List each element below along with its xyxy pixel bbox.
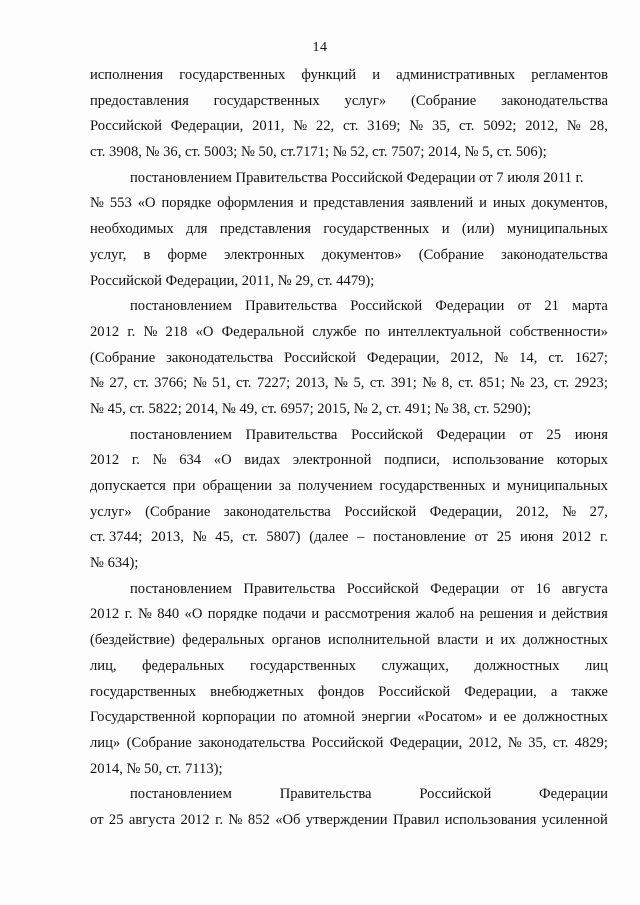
text-word: 23,: [529, 375, 549, 392]
page-number: 14: [312, 40, 328, 55]
text-word: ст.: [342, 118, 359, 135]
text-word: 4829;: [574, 734, 608, 751]
text-word: видах: [244, 452, 281, 469]
text-word: Федерации,: [429, 503, 503, 520]
text-word: предоставления: [90, 92, 189, 109]
text-word: №: [494, 349, 509, 366]
text-word: 634: [179, 452, 202, 469]
text-word: подачи: [262, 606, 307, 623]
text-word: Российской: [284, 349, 356, 366]
text-word: использования: [444, 811, 537, 828]
text-line: [90, 731, 608, 757]
text-line: [90, 654, 608, 680]
text-line: [90, 269, 608, 295]
text-word: жалоб: [415, 606, 455, 623]
text-word: (Собрание: [145, 503, 211, 520]
text-word: от: [510, 580, 525, 597]
text-word: 852: [247, 811, 270, 828]
text-word: 2012: [90, 452, 120, 469]
text-word: для: [186, 221, 208, 238]
text-word: №: [137, 606, 152, 623]
text-word: действия: [551, 606, 608, 623]
text-word: Российской Федерации, 2011, № 29, ст. 4479);: [90, 272, 375, 289]
text-word: порядке: [161, 195, 212, 212]
text-word: и: [311, 606, 320, 623]
text-word: «Об: [275, 811, 301, 828]
text-line: [90, 217, 608, 243]
text-word: и: [538, 606, 547, 623]
text-word: за: [278, 478, 292, 494]
text-word: Российской: [378, 683, 451, 700]
text-word: и: [479, 195, 487, 212]
text-word: интеллектуальной: [388, 323, 502, 340]
text-word: 2013,: [295, 375, 329, 392]
text-word: Государственной: [90, 709, 196, 726]
text-word: постановлением: [130, 580, 232, 597]
text-word: Российской: [346, 580, 419, 597]
text-word: обращении: [202, 478, 273, 494]
text-word: и: [485, 632, 494, 649]
text-word: 21: [544, 298, 559, 315]
text-word: Правил: [393, 811, 440, 828]
text-word: федеральных: [182, 632, 265, 649]
text-word: №: [562, 503, 577, 520]
text-word: №: [566, 118, 581, 135]
text-word: услуг»: [344, 92, 387, 109]
text-line: [90, 680, 608, 706]
text-word: подписи,: [384, 452, 440, 469]
text-word: по: [281, 709, 297, 726]
text-word: г.: [127, 323, 136, 340]
text-word: № 45, ст. 5822; 2014, № 49, ст. 6957; 2015, № 2, ст. 491; № 38, ст. 5290);: [90, 400, 532, 417]
text-word: г.: [124, 606, 133, 623]
text-word: 391;: [390, 375, 417, 392]
text-word: лиц,: [90, 657, 117, 674]
text-line: [90, 140, 608, 166]
text-word: должностных: [474, 657, 560, 674]
text-word: ст.: [459, 118, 475, 135]
text-word: документов»: [321, 246, 402, 263]
text-word: марта: [572, 298, 608, 315]
text-word: ст.: [458, 375, 474, 392]
text-line: [90, 397, 608, 423]
text-word: (Собрание: [411, 92, 477, 109]
text-word: 2012,: [468, 734, 502, 751]
text-word: ст.: [552, 734, 569, 751]
text-word: 2012: [90, 606, 120, 623]
text-word: 5,: [353, 375, 365, 392]
text-word: от: [474, 529, 488, 546]
text-word: Федерации,: [170, 118, 244, 135]
text-word: 51,: [212, 375, 231, 392]
text-word: усиленной: [541, 811, 608, 828]
text-word: (бездействие): [90, 632, 175, 649]
text-word: июня: [520, 529, 554, 546]
text-word: №: [192, 529, 207, 546]
document-body: [90, 63, 608, 834]
text-word: внебюджетных: [210, 683, 304, 700]
text-word: 2012: [562, 529, 592, 546]
text-word: «О: [137, 195, 156, 212]
text-word: №: [143, 323, 158, 340]
text-word: услуг»: [90, 503, 132, 520]
text-word: №: [409, 118, 424, 135]
text-word: Российской: [350, 298, 423, 315]
text-line: [90, 371, 608, 397]
text-word: №: [422, 375, 437, 392]
text-word: (Собрание: [418, 246, 484, 263]
text-word: ст.: [242, 529, 258, 546]
text-word: 22,: [315, 118, 335, 135]
text-word: исполнения: [90, 67, 164, 83]
text-word: и: [441, 221, 450, 238]
text-word: должностных: [522, 632, 608, 649]
text-word: 27,: [109, 375, 128, 392]
text-word: государственных: [179, 67, 286, 83]
text-word: государственных: [379, 478, 486, 494]
text-word: 2012: [180, 811, 210, 828]
text-line: [90, 448, 608, 474]
text-word: ст.: [133, 375, 149, 392]
text-word: заявлений: [410, 195, 474, 212]
text-word: в: [143, 246, 151, 263]
text-line: [90, 89, 608, 115]
text-word: Российской: [344, 503, 417, 520]
text-word: 16: [535, 580, 551, 597]
text-word: постановлением: [130, 786, 232, 803]
text-word: а: [550, 683, 558, 700]
text-word: использование: [452, 452, 544, 469]
text-word: государственных: [90, 683, 197, 700]
text-word: и: [489, 709, 497, 726]
text-line: [90, 63, 608, 89]
text-word: Федеральной: [221, 323, 305, 340]
text-word: законодательства: [501, 92, 608, 109]
text-word: от: [90, 811, 104, 828]
text-word: (Собрание: [90, 349, 156, 366]
text-word: получением: [297, 478, 373, 494]
text-line: [90, 757, 608, 783]
text-word: утверждении: [305, 811, 388, 828]
text-word: документов,: [531, 195, 608, 212]
text-word: и: [299, 195, 308, 212]
text-word: ее: [503, 709, 517, 726]
text-word: 45,: [215, 529, 234, 546]
text-word: регламентов: [531, 67, 608, 83]
text-word: ст.: [369, 375, 386, 392]
text-word: постановление: [373, 529, 466, 546]
text-word: №: [228, 811, 243, 828]
text-word: 840: [157, 606, 180, 623]
text-word: Федерации,: [366, 349, 440, 366]
text-line: [90, 705, 608, 731]
text-word: административных: [396, 67, 516, 83]
text-word: ст.: [548, 349, 564, 366]
text-word: Федерации: [436, 426, 506, 443]
text-word: Российской: [351, 426, 423, 443]
text-word: на: [459, 606, 475, 623]
text-word: Российской: [419, 786, 492, 803]
text-word: необходимых: [90, 221, 174, 238]
text-word: исполнительной: [328, 632, 430, 649]
text-word: федеральных: [142, 657, 225, 674]
text-word: государственных: [213, 92, 320, 109]
text-word: от: [517, 298, 532, 315]
text-word: по: [364, 323, 380, 340]
text-word: Российской: [90, 118, 162, 135]
text-word: атомной: [303, 709, 355, 726]
text-word: 3766;: [154, 375, 188, 392]
text-word: Правительства: [279, 786, 372, 803]
text-word: муниципальных: [506, 221, 608, 238]
text-word: Федерации,: [464, 683, 537, 700]
text-word: электронной: [292, 452, 372, 469]
text-word: №: [507, 734, 522, 751]
text-line: [90, 474, 608, 500]
text-word: 3169;: [367, 118, 401, 135]
text-line: [90, 346, 608, 372]
text-word: 5092;: [483, 118, 517, 135]
text-word: №: [510, 375, 525, 392]
text-word: которых: [556, 452, 608, 469]
text-word: –: [357, 529, 365, 546]
text-word: июня: [574, 426, 608, 443]
text-word: и: [372, 67, 381, 83]
text-word: Правительства: [245, 426, 338, 443]
text-word: (далее: [309, 529, 349, 546]
text-word: представления: [219, 221, 311, 238]
text-word: августа: [128, 811, 176, 828]
text-word: «О: [213, 452, 232, 469]
text-word: должностных: [522, 709, 608, 726]
text-word: 35,: [431, 118, 451, 135]
text-word: 7227;: [256, 375, 291, 392]
text-word: муниципальных: [506, 478, 608, 494]
text-word: лиц»: [90, 734, 121, 751]
text-word: 5807): [266, 529, 301, 546]
text-word: от: [519, 426, 533, 443]
text-line: [90, 808, 608, 834]
text-word: служащих,: [381, 657, 449, 674]
text-word: 553: [109, 195, 132, 212]
text-word: 1627;: [574, 349, 608, 366]
text-word: постановлением: [130, 426, 232, 443]
text-word: «О: [184, 606, 203, 623]
text-word: порядке: [207, 606, 258, 623]
text-word: службе: [312, 323, 357, 340]
text-word: и: [492, 478, 501, 494]
text-word: рассмотрения: [324, 606, 411, 623]
text-word: «О: [195, 323, 214, 340]
text-word: допускается: [90, 478, 166, 494]
text-word: Правительства: [245, 298, 337, 315]
text-word: их: [500, 632, 516, 649]
text-word: (или): [461, 221, 495, 238]
text-word: №: [90, 375, 104, 392]
text-word: (Собрание: [126, 734, 192, 751]
text-word: оформления: [217, 195, 294, 212]
text-word: услуг,: [90, 246, 127, 263]
text-word: ст.: [553, 375, 570, 392]
text-word: законодательства: [500, 246, 608, 263]
text-line: [90, 423, 608, 449]
text-word: государственных: [249, 657, 356, 674]
text-word: Федерации: [430, 580, 500, 597]
text-word: энергии: [361, 709, 411, 726]
text-line: [90, 628, 608, 654]
text-word: «Росатом»: [417, 709, 483, 726]
text-word: законодательства: [198, 734, 306, 751]
text-word: законодательства: [223, 503, 331, 520]
text-line: [90, 114, 608, 140]
text-word: 851;: [479, 375, 506, 392]
text-word: №: [293, 118, 308, 135]
text-line: [90, 166, 608, 192]
text-line: [90, 243, 608, 269]
text-word: решения: [479, 606, 534, 623]
text-word: 28,: [589, 118, 608, 135]
text-word: 2012: [90, 323, 120, 340]
text-word: 2012,: [450, 349, 484, 366]
text-word: 25: [496, 529, 512, 546]
text-word: г.: [599, 529, 608, 546]
text-word: представления: [313, 195, 405, 212]
text-word: Правительства: [243, 580, 336, 597]
text-word: 8,: [441, 375, 453, 392]
text-word: ст. 3744;: [90, 529, 143, 546]
text-line: [90, 191, 608, 217]
text-word: 2923;: [574, 375, 608, 392]
text-word: ст. 3908, № 36, ст. 5003; № 50, ст.7171; № 52, ст. 7507; 2014, № 5, ст. 506);: [90, 144, 547, 161]
text-line: [90, 782, 608, 808]
text-word: лиц: [585, 657, 608, 674]
text-word: №: [192, 375, 207, 392]
text-word: Федерации: [435, 298, 505, 315]
text-line: [90, 320, 608, 346]
text-word: также: [571, 683, 608, 700]
text-word: иных: [492, 195, 526, 212]
text-word: Федерации,: [389, 734, 463, 751]
text-word: форме: [167, 246, 207, 263]
text-word: №: [334, 375, 348, 392]
text-word: № 634);: [90, 555, 139, 572]
text-word: постановлением: [130, 298, 232, 315]
text-word: Федерации: [539, 786, 608, 803]
text-word: 14,: [519, 349, 538, 366]
text-line: [90, 602, 608, 628]
text-word: 2012,: [525, 118, 559, 135]
text-word: законодательства: [166, 349, 274, 366]
text-word: государственных: [323, 221, 430, 238]
text-line: [90, 577, 608, 603]
text-word: функций: [301, 67, 357, 83]
text-word: 2014, № 50, ст. 7113);: [90, 760, 223, 777]
text-line: [90, 525, 608, 551]
text-word: власти: [437, 632, 479, 649]
text-word: г.: [131, 452, 140, 469]
text-line: [90, 294, 608, 320]
text-word: постановлением Правительства Российской Федерации от 7 июля 2011 г.: [130, 169, 584, 186]
text-word: ст.: [236, 375, 252, 392]
text-word: фондов: [318, 683, 365, 700]
text-word: при: [172, 478, 196, 494]
text-word: августа: [561, 580, 608, 597]
text-word: электронных: [224, 246, 305, 263]
text-word: 27,: [589, 503, 608, 520]
text-line: [90, 551, 608, 577]
text-word: собственности»: [509, 323, 608, 340]
text-word: 25: [546, 426, 562, 443]
text-word: №: [152, 452, 167, 469]
text-word: 25: [108, 811, 124, 828]
text-word: №: [90, 195, 104, 212]
text-word: органов: [271, 632, 321, 649]
text-word: 2013,: [151, 529, 184, 546]
text-word: корпорации: [202, 709, 276, 726]
text-word: Российской: [311, 734, 384, 751]
text-word: 2012,: [515, 503, 549, 520]
text-word: г.: [215, 811, 224, 828]
text-word: 2011,: [252, 118, 285, 135]
text-word: 35,: [528, 734, 547, 751]
text-line: [90, 500, 608, 526]
text-word: 218: [165, 323, 188, 340]
